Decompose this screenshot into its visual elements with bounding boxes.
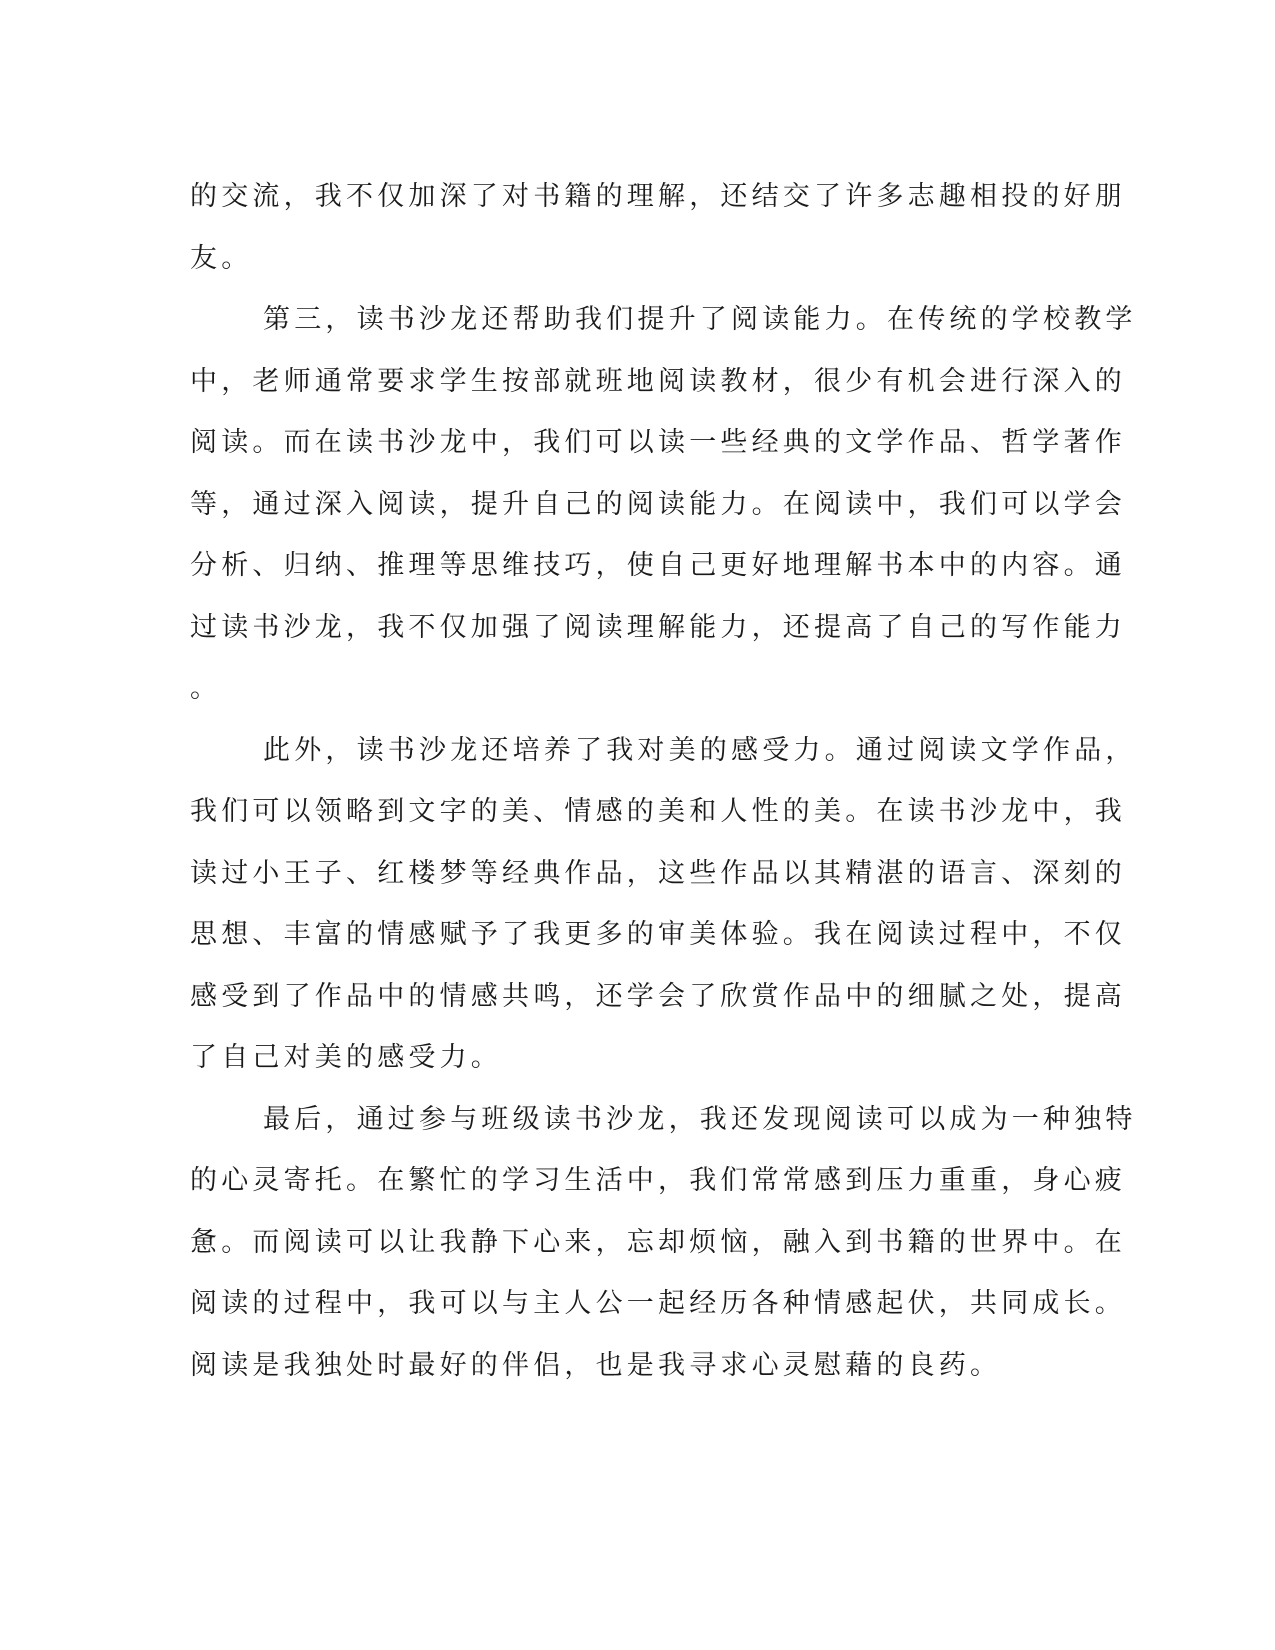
text-line: 分析、归纳、推理等思维技巧，使自己更好地理解书本中的内容。通 xyxy=(190,550,1126,581)
text-line: 中，老师通常要求学生按部就班地阅读教材，很少有机会进行深入的 xyxy=(190,365,1126,397)
text-line: 等，通过深入阅读，提升自己的阅读能力。在阅读中，我们可以学会 xyxy=(190,488,1126,520)
text-line: 此外，读书沙龙还培养了我对美的感受力。通过阅读文学作品， xyxy=(263,734,1137,766)
paragraph-continuation xyxy=(190,166,1126,289)
text-line: 我们可以领略到文字的美、情感的美和人性的美。在读书沙龙中，我 xyxy=(190,796,1126,827)
text-line: 的交流，我不仅加深了对书籍的理解，还结交了许多志趣相投的好朋 xyxy=(190,181,1126,212)
text-line: 阅读是我独处时最好的伴侣，也是我寻求心灵慰藉的良药。 xyxy=(190,1349,1002,1381)
text-line: 感受到了作品中的情感共鸣，还学会了欣赏作品中的细腻之处，提高 xyxy=(190,980,1126,1012)
paragraph-aesthetic xyxy=(190,720,1137,1089)
text-line: 。 xyxy=(190,673,222,704)
text-line: 思想、丰富的情感赋予了我更多的审美体验。我在阅读过程中，不仅 xyxy=(190,919,1126,950)
text-line: 过读书沙龙，我不仅加强了阅读理解能力，还提高了自己的写作能力 xyxy=(190,611,1126,643)
text-line: 读过小王子、红楼梦等经典作品，这些作品以其精湛的语言、深刻的 xyxy=(190,857,1126,889)
text-line: 阅读的过程中，我可以与主人公一起经历各种情感起伏，共同成长。 xyxy=(190,1288,1126,1319)
text-line: 惫。而阅读可以让我静下心来，忘却烦恼，融入到书籍的世界中。在 xyxy=(190,1226,1126,1258)
text-line: 阅读。而在读书沙龙中，我们可以读一些经典的文学作品、哲学著作 xyxy=(190,427,1126,458)
text-line: 的心灵寄托。在繁忙的学习生活中，我们常常感到压力重重，身心疲 xyxy=(190,1165,1126,1196)
paragraph-reading-ability xyxy=(190,289,1137,720)
text-line: 第三，读书沙龙还帮助我们提升了阅读能力。在传统的学校教学 xyxy=(263,304,1137,335)
text-line: 了自己对美的感受力。 xyxy=(190,1042,502,1073)
body-text xyxy=(190,166,1137,1396)
text-line: 友。 xyxy=(190,242,253,274)
paragraph-spiritual xyxy=(190,1089,1137,1397)
text-line: 最后，通过参与班级读书沙龙，我还发现阅读可以成为一种独特 xyxy=(263,1103,1137,1135)
